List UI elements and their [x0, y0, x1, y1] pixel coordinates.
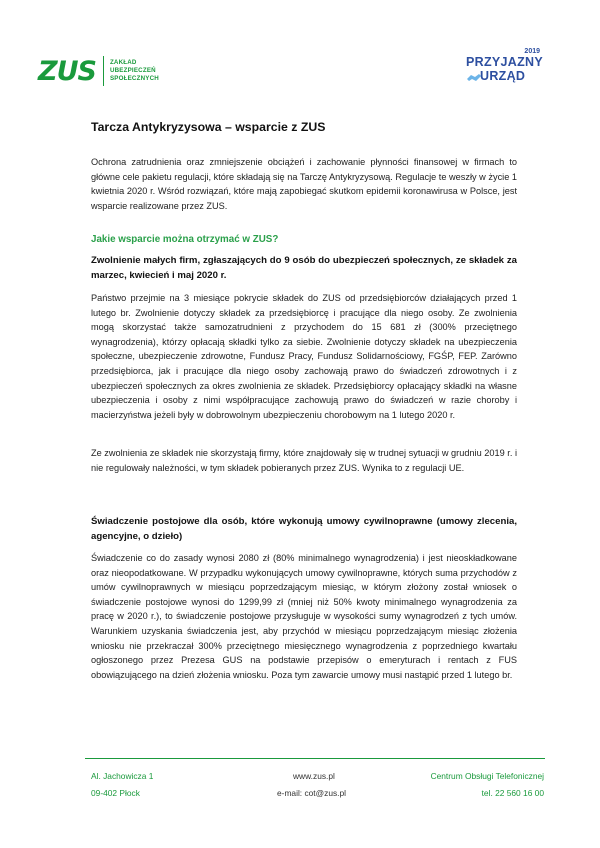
zus-logo-name	[110, 59, 159, 83]
footer-call-center: Centrum Obsługi Telefonicznej	[430, 771, 544, 781]
footer-website-link[interactable]: www.zus.pl	[293, 771, 335, 781]
section1-paragraph-1: Państwo przejmie na 3 miesiące pokrycie składek do ZUS od przedsiębiorców działających przed 1 lutego br. Zwolnienie dotyczy składek za przedsiębiorcę i pracujące dla niego osoby. Ze zwolnienia mogą skorzystać także samozatrudnieni z przychodem do 15 681 zł (300% przeciętnego wynagrodzenia), którzy opłacają składki tylko za siebie. Zwolnienie dotyczy składek na ubezpieczenia społeczne, ubezpieczenie zdrowotne, Fundusz Pracy, Fundusz Solidarnościowy, FGŚP, FEP. Zarówno przedsiębiorca, jak i pracujące dla niego osoby zachowają prawo do świadczeń zdrowotnych i z ubezpieczeń społecznych za okres zwolnienia ze składek. Przedsiębiorcy opłacający składki na własne ubezpieczenia i osoby z nimi współpracujące zachowują prawo do świadczeń w razie choroby i macierzyństwa jeżeli były w dobrowolnym ubezpieczeniu chorobowym na 1 lutego 2020 r.	[91, 293, 517, 420]
zus-name-line: ZAKŁAD	[109, 59, 137, 66]
footer-phone: tel. 22 560 16 00	[481, 788, 544, 798]
zus-name-line: SPOŁECZNYCH	[109, 75, 159, 82]
logo-divider	[103, 56, 104, 86]
section2-paragraph-1: Świadczenie co do zasady wynosi 2080 zł (80% minimalnego wynagrodzenia) i jest nieoskładkowane oraz nieopodatkowane. W przypadku wykonujących umowy cywilnoprawne, których suma przychodów z umów cywilnoprawnych w miesiącu poprzedzającym miesiąc, w którym złożony został wniosek o świadczenie postojowe wynosi do 1299,99 zł (mniej niż 50% kwoty minimalnego wynagrodzenia za pracę w 2020 r.), to świadczenie postojowe przysługuje w wysokości sumy wynagrodzeń z tych umów. Warunkiem uzyskania świadczenia jest, aby przychód w miesiącu poprzedzającym miesiąc złożenia wniosku nie przekraczał 300% przeciętnego miesięcznego wynagrodzenia z poprzedniego kwartału ogłoszonego przez Prezesa GUS na podstawie przepisów o emeryturach i rentach z FUS obowiązującego na dzień złożenia wniosku. Poza tym zawarcie umowy musi nastąpić przed 1 lutego br.	[91, 553, 517, 680]
page-title: Tarcza Antykryzysowa – wsparcie z ZUS	[91, 120, 326, 134]
section1-paragraph-2: Ze zwolnienia ze składek nie skorzystają firmy, które znajdowały się w trudnej sytuacji w grudniu 2019 r. i nie regulowały należności, w tym składek pobieranych przez ZUS. Wynika to z regulacji UE.	[91, 448, 517, 473]
zus-logo-mark: ZUS	[38, 55, 96, 87]
section2-heading: Świadczenie postojowe dla osób, które wykonują umowy cywilnoprawne (umowy zlecenia, agencyjne, o dzieło)	[91, 516, 517, 542]
footer-email-link[interactable]: e-mail: cot@zus.pl	[277, 788, 347, 798]
zus-logo	[38, 56, 159, 86]
footer-divider	[85, 758, 545, 759]
section1-heading: Zwolnienie małych firm, zgłaszających do 9 osób do ubezpieczeń społecznych, ze składek za marzec, kwiecień i maj 2020 r.	[91, 255, 517, 281]
przyjazny-urzad-badge	[466, 48, 544, 90]
badge-year: 2019	[524, 48, 540, 55]
footer-address-line-2: 09-402 Płock	[91, 788, 140, 798]
intro-paragraph: Ochrona zatrudnienia oraz zmniejszenie obciążeń i zachowanie płynności finansowej w firmach to główne cele pakietu regulacji, które składają się na Tarczę Antykryzysową. Regulacje te weszły w życie 1 kwietnia 2020 r. Wśród rozwiązań, które mają zapobiegać skutkom epidemii koronawirusa w Polsce, jest wsparcie realizowane przez ZUS.	[91, 157, 517, 211]
footer-address-line-1: Al. Jachowicza 1	[91, 771, 154, 781]
section-heading: Jakie wsparcie można otrzymać w ZUS?	[91, 234, 279, 245]
zus-name-line: UBEZPIECZEŃ	[109, 67, 156, 74]
badge-line-1: PRZYJAZNY	[466, 55, 544, 69]
badge-line-2: URZĄD	[480, 69, 526, 83]
